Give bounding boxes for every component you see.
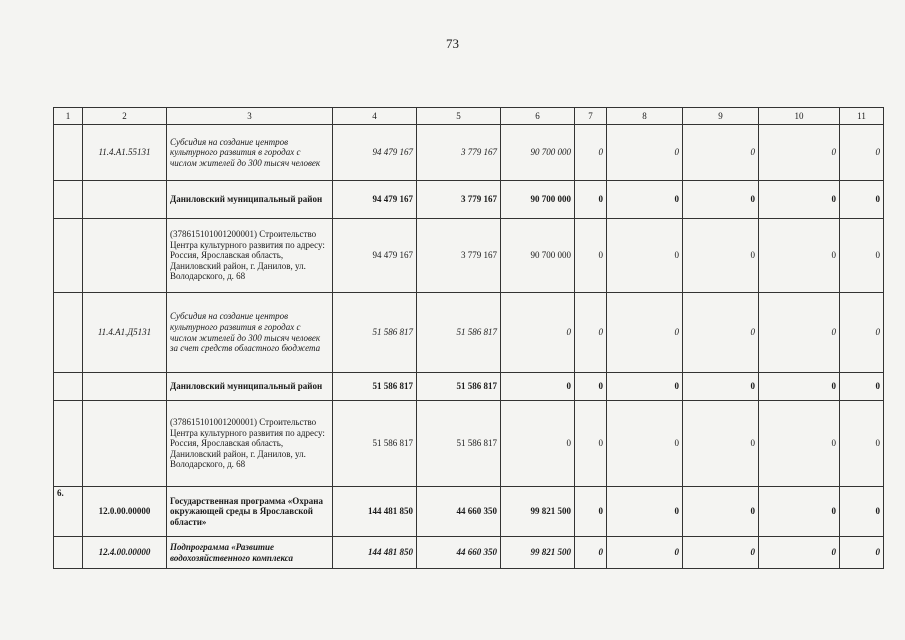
cell-col4: 94 479 167 — [333, 181, 417, 219]
cell-col4: 144 481 850 — [333, 487, 417, 537]
cell-index — [54, 293, 83, 373]
cell-index — [54, 181, 83, 219]
cell-col7: 0 — [575, 293, 607, 373]
cell-code — [83, 219, 167, 293]
cell-col4: 51 586 817 — [333, 401, 417, 487]
cell-col10: 0 — [759, 401, 840, 487]
cell-index — [54, 373, 83, 401]
cell-col9: 0 — [683, 181, 759, 219]
col-header-3: 3 — [167, 108, 333, 125]
col-header-6: 6 — [501, 108, 575, 125]
cell-description: Подпрограмма «Развитие водохозяйственного комплекса — [167, 537, 333, 569]
cell-col4: 51 586 817 — [333, 293, 417, 373]
cell-col5: 51 586 817 — [417, 373, 501, 401]
cell-col9: 0 — [683, 373, 759, 401]
cell-col9: 0 — [683, 293, 759, 373]
cell-col6: 0 — [501, 373, 575, 401]
cell-description: Субсидия на создание центров культурного развития в городах с числом жителей до 300 тысяч человек — [167, 125, 333, 181]
cell-col5: 44 660 350 — [417, 487, 501, 537]
cell-col5: 3 779 167 — [417, 219, 501, 293]
table-row — [54, 487, 884, 537]
cell-col5: 3 779 167 — [417, 181, 501, 219]
cell-col6: 99 821 500 — [501, 537, 575, 569]
cell-col5: 51 586 817 — [417, 401, 501, 487]
cell-col5: 51 586 817 — [417, 293, 501, 373]
cell-col9: 0 — [683, 487, 759, 537]
cell-col7: 0 — [575, 537, 607, 569]
cell-code: 12.4.00.00000 — [83, 537, 167, 569]
cell-col5: 44 660 350 — [417, 537, 501, 569]
cell-description: Даниловский муниципальный район — [167, 181, 333, 219]
cell-col8: 0 — [607, 293, 683, 373]
cell-col8: 0 — [607, 181, 683, 219]
cell-col7: 0 — [575, 219, 607, 293]
table-row — [54, 293, 884, 373]
cell-description: (378615101001200001) Строительство Центра культурного развития по адресу: Россия, Ярославская область, Даниловский район, г. Данилов, ул. Володарского, д. 68 — [167, 401, 333, 487]
cell-col6: 0 — [501, 401, 575, 487]
cell-col4: 144 481 850 — [333, 537, 417, 569]
cell-col11: 0 — [840, 181, 884, 219]
cell-col8: 0 — [607, 401, 683, 487]
cell-col8: 0 — [607, 537, 683, 569]
cell-col7: 0 — [575, 125, 607, 181]
col-header-8: 8 — [607, 108, 683, 125]
cell-code: 11.4.А1.55131 — [83, 125, 167, 181]
cell-col11: 0 — [840, 401, 884, 487]
cell-col10: 0 — [759, 537, 840, 569]
col-header-7: 7 — [575, 108, 607, 125]
cell-col6: 99 821 500 — [501, 487, 575, 537]
cell-col10: 0 — [759, 125, 840, 181]
cell-col5: 3 779 167 — [417, 125, 501, 181]
cell-code: 11.4.А1.Д5131 — [83, 293, 167, 373]
col-header-5: 5 — [417, 108, 501, 125]
cell-col9: 0 — [683, 537, 759, 569]
cell-code: 12.0.00.00000 — [83, 487, 167, 537]
cell-col8: 0 — [607, 125, 683, 181]
cell-col11: 0 — [840, 219, 884, 293]
cell-col6: 0 — [501, 293, 575, 373]
cell-col6: 90 700 000 — [501, 181, 575, 219]
cell-col10: 0 — [759, 293, 840, 373]
cell-col10: 0 — [759, 219, 840, 293]
cell-index — [54, 219, 83, 293]
page-number: 73 — [446, 36, 459, 51]
col-header-1: 1 — [54, 108, 83, 125]
cell-col10: 0 — [759, 373, 840, 401]
cell-description: Государственная программа «Охрана окружающей среды в Ярославской области» — [167, 487, 333, 537]
cell-index — [54, 401, 83, 487]
cell-col4: 94 479 167 — [333, 219, 417, 293]
cell-col11: 0 — [840, 373, 884, 401]
cell-index: 6. — [54, 487, 83, 537]
col-header-4: 4 — [333, 108, 417, 125]
cell-col6: 90 700 000 — [501, 219, 575, 293]
cell-code — [83, 401, 167, 487]
table-row — [54, 219, 884, 293]
col-header-11: 11 — [840, 108, 884, 125]
col-header-9: 9 — [683, 108, 759, 125]
table-row — [54, 125, 884, 181]
cell-col8: 0 — [607, 487, 683, 537]
cell-col11: 0 — [840, 125, 884, 181]
cell-col4: 94 479 167 — [333, 125, 417, 181]
cell-col11: 0 — [840, 537, 884, 569]
cell-col11: 0 — [840, 487, 884, 537]
budget-table — [53, 107, 884, 569]
cell-col7: 0 — [575, 487, 607, 537]
cell-col8: 0 — [607, 373, 683, 401]
cell-col8: 0 — [607, 219, 683, 293]
cell-col9: 0 — [683, 219, 759, 293]
col-header-2: 2 — [83, 108, 167, 125]
table-row — [54, 537, 884, 569]
cell-index — [54, 537, 83, 569]
table-header-row — [54, 108, 884, 125]
cell-description: Субсидия на создание центров культурного развития в городах с числом жителей до 300 тысяч человек за счет средств областного бюджета — [167, 293, 333, 373]
cell-code — [83, 181, 167, 219]
table-row — [54, 373, 884, 401]
cell-description: Даниловский муниципальный район — [167, 373, 333, 401]
cell-col9: 0 — [683, 125, 759, 181]
cell-col4: 51 586 817 — [333, 373, 417, 401]
table-row — [54, 401, 884, 487]
cell-col10: 0 — [759, 487, 840, 537]
cell-col10: 0 — [759, 181, 840, 219]
cell-col7: 0 — [575, 181, 607, 219]
cell-index — [54, 125, 83, 181]
cell-col6: 90 700 000 — [501, 125, 575, 181]
cell-col9: 0 — [683, 401, 759, 487]
cell-col11: 0 — [840, 293, 884, 373]
cell-col7: 0 — [575, 401, 607, 487]
cell-col7: 0 — [575, 373, 607, 401]
table-row — [54, 181, 884, 219]
cell-description: (378615101001200001) Строительство Центра культурного развития по адресу: Россия, Ярославская область, Даниловский район, г. Данилов, ул. Володарского, д. 68 — [167, 219, 333, 293]
cell-code — [83, 373, 167, 401]
col-header-10: 10 — [759, 108, 840, 125]
